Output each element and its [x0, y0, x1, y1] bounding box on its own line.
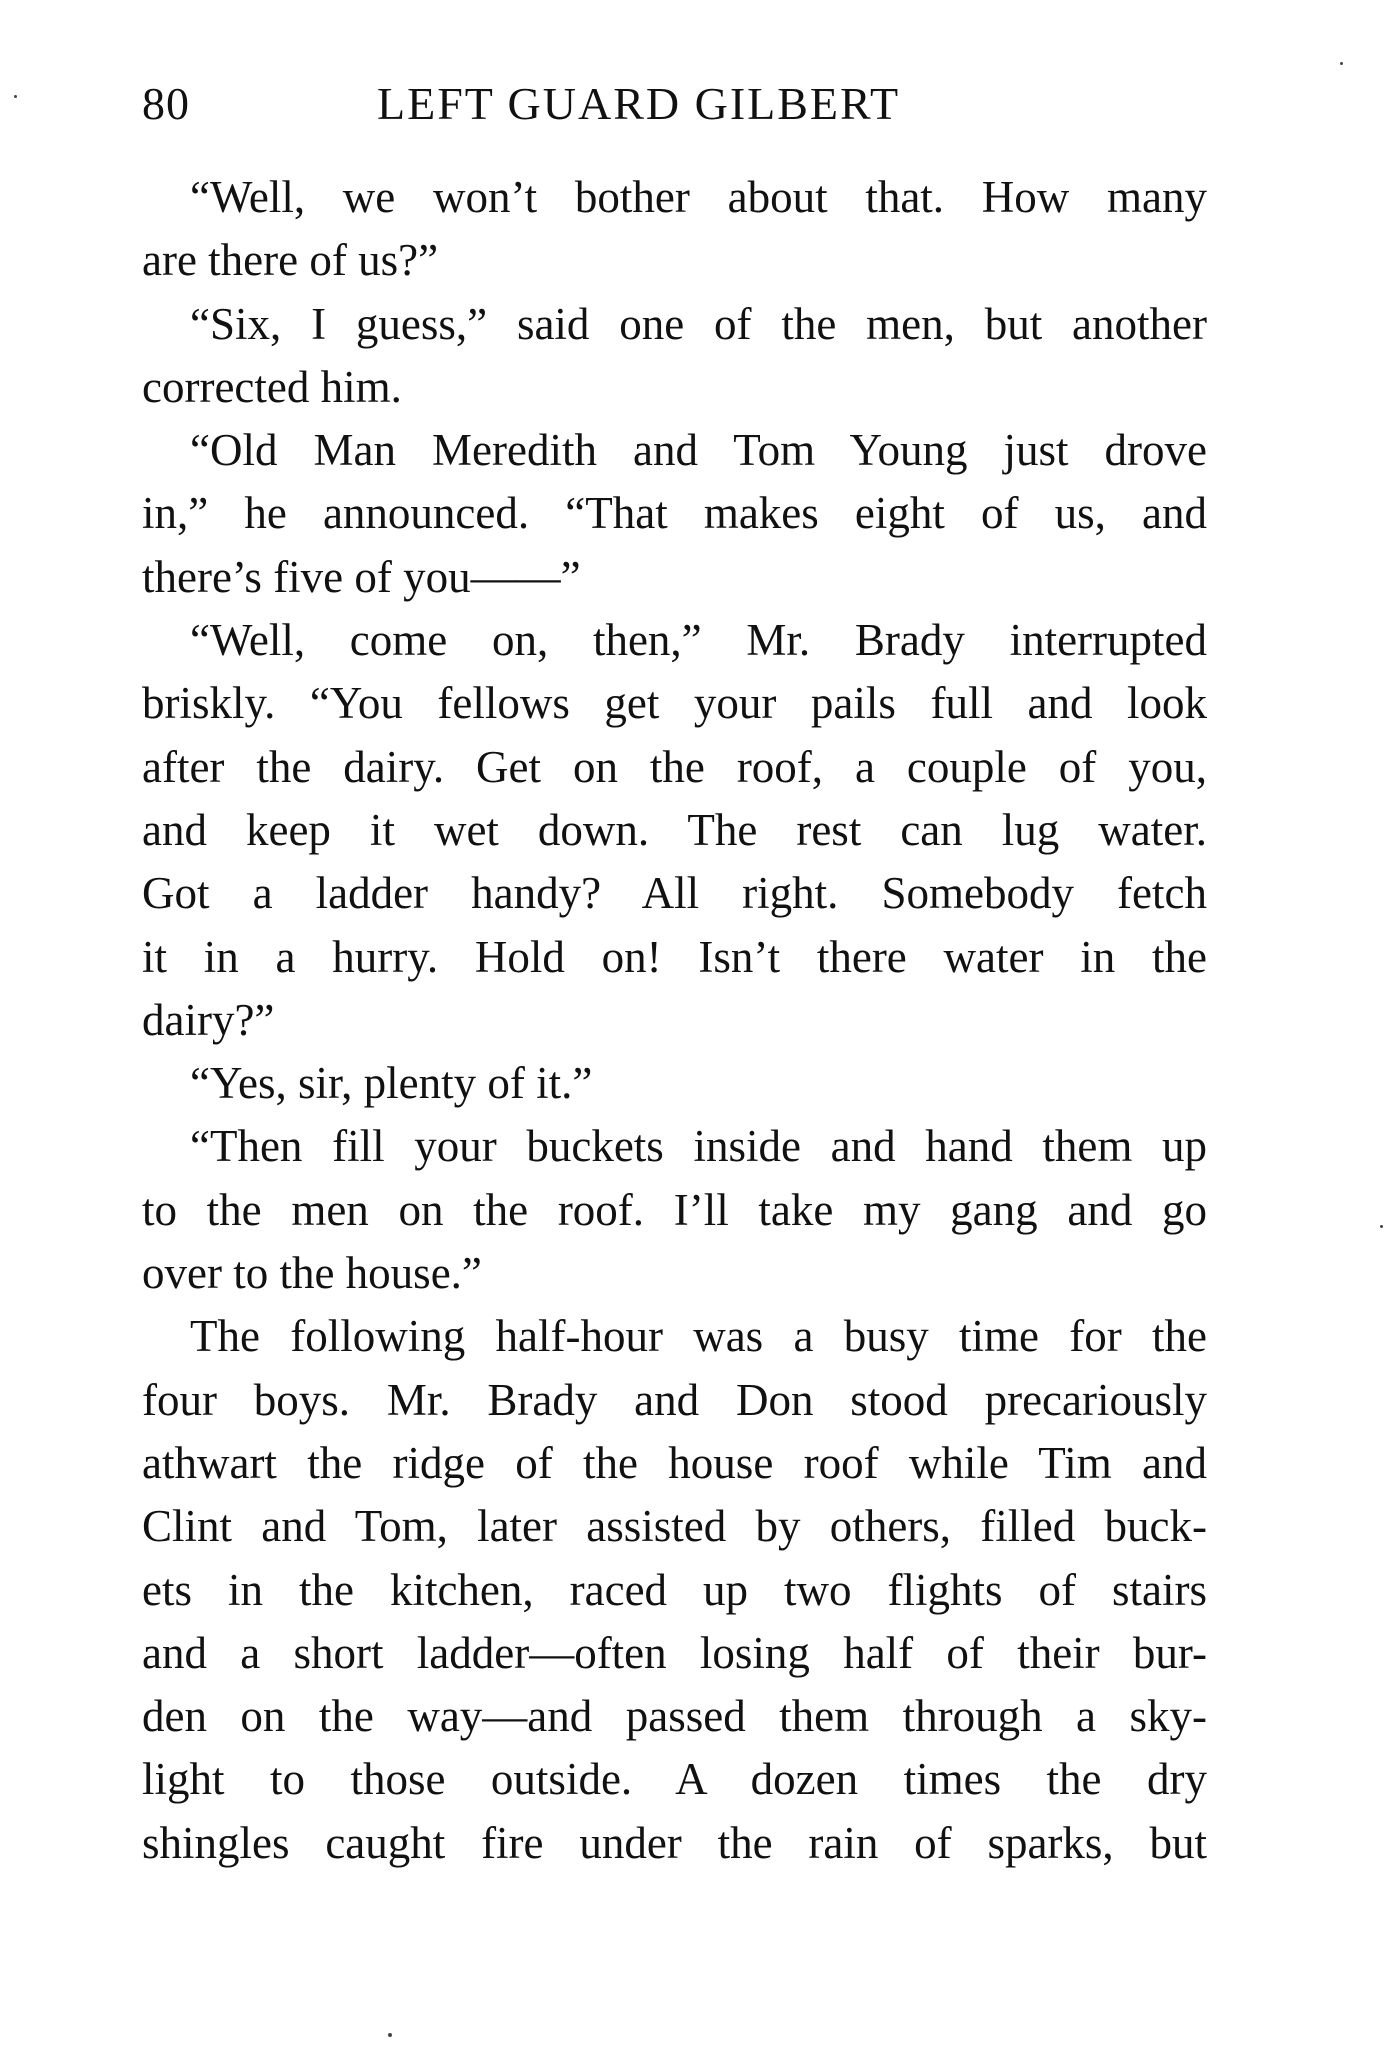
text-line: den on the way—and passed them through a sky- — [142, 1691, 1207, 1742]
text-line: athwart the ridge of the house roof while Tim and — [142, 1437, 1207, 1488]
text-line: to the men on the roof. I’ll take my gang and go — [142, 1184, 1207, 1235]
text-line: there’s five of you——” — [142, 551, 581, 602]
paper-speck — [1340, 62, 1343, 65]
paper-speck — [1380, 1225, 1383, 1228]
text-line: “Then fill your buckets inside and hand them up — [190, 1121, 1207, 1172]
text-line: four boys. Mr. Brady and Don stood precariously — [142, 1374, 1207, 1425]
text-line: ets in the kitchen, raced up two flights of stairs — [142, 1564, 1207, 1615]
page-header — [142, 74, 1202, 134]
text-line: Got a ladder handy? All right. Somebody fetch — [142, 868, 1207, 919]
paper-speck — [14, 95, 17, 98]
text-line: “Well, we won’t bother about that. How many — [190, 172, 1207, 222]
text-line: “Six, I guess,” said one of the men, but another — [190, 298, 1207, 349]
running-title: LEFT GUARD GILBERT — [377, 78, 901, 129]
text-line: and keep it wet down. The rest can lug water. — [142, 804, 1207, 855]
body-text — [142, 166, 1207, 1875]
page-number: 80 — [142, 78, 190, 129]
text-line: light to those outside. A dozen times the dry — [142, 1754, 1207, 1805]
text-line: shingles caught fire under the rain of sparks, but — [142, 1817, 1207, 1868]
text-line: are there of us?” — [142, 235, 439, 286]
text-line: corrected him. — [142, 361, 402, 412]
text-line: Clint and Tom, later assisted by others, filled buck- — [142, 1501, 1207, 1552]
text-line: over to the house.” — [142, 1248, 482, 1299]
paper-speck — [388, 2033, 392, 2037]
text-line: after the dairy. Get on the roof, a couple of you, — [142, 741, 1207, 792]
text-line: “Well, come on, then,” Mr. Brady interrupted — [190, 615, 1207, 666]
text-line: in,” he announced. “That makes eight of us, and — [142, 488, 1207, 539]
text-line: briskly. “You fellows get your pails full and look — [142, 678, 1207, 729]
text-line: and a short ladder—often losing half of their bur- — [142, 1627, 1207, 1678]
text-line: The following half-hour was a busy time for the — [190, 1311, 1207, 1362]
text-line: “Old Man Meredith and Tom Young just drove — [190, 425, 1207, 476]
text-line: dairy?” — [142, 994, 275, 1045]
text-line: “Yes, sir, plenty of it.” — [190, 1058, 593, 1109]
text-line: it in a hurry. Hold on! Isn’t there water in the — [142, 931, 1207, 982]
